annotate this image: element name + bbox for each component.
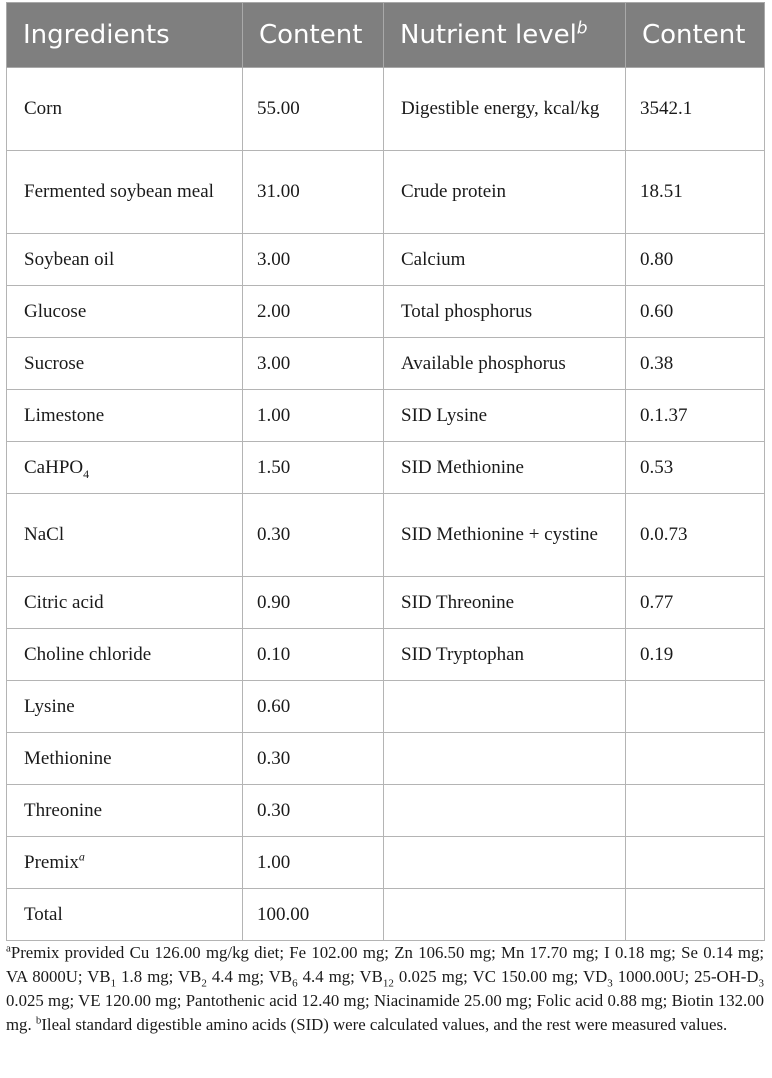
ingredient-cell xyxy=(7,733,243,785)
header-nutrient-sup: b xyxy=(576,18,588,39)
nutrient-value-cell xyxy=(626,837,765,889)
nutrient-value-cell: 0.38 xyxy=(626,338,765,390)
ingredient-subscript: 4 xyxy=(83,466,90,481)
table-row xyxy=(7,286,765,338)
nutrient-cell: Calcium xyxy=(384,234,626,286)
table-row xyxy=(7,390,765,442)
footnote-b-text: Ileal standard digestible amino acids (SID) were calculated values, and the rest were measured values. xyxy=(41,1015,728,1034)
ingredient-cell xyxy=(7,234,243,286)
table-row xyxy=(7,733,765,785)
ingredient-content-cell: 0.90 xyxy=(243,577,384,629)
ingredient-content-cell: 0.30 xyxy=(243,494,384,577)
ingredient-name: Citric acid xyxy=(24,591,104,613)
ingredient-content-cell: 0.10 xyxy=(243,629,384,681)
table-row xyxy=(7,629,765,681)
ingredient-name: Choline chloride xyxy=(24,643,152,665)
footnote-a-p4: 4.4 mg; VB xyxy=(206,967,293,986)
ingredient-cell xyxy=(7,68,243,151)
nutrient-cell: Total phosphorus xyxy=(384,286,626,338)
ingredient-cell xyxy=(7,889,243,941)
nutrient-value-cell: 0.1.37 xyxy=(626,390,765,442)
ingredient-cell xyxy=(7,390,243,442)
footnote-a-mark: a xyxy=(6,942,11,955)
nutrient-value-cell: 0.19 xyxy=(626,629,765,681)
ingredient-name: Sucrose xyxy=(24,352,85,374)
ingredient-content-cell: 3.00 xyxy=(243,338,384,390)
nutrient-value-cell: 18.51 xyxy=(626,151,765,234)
header-nutrient-level-label: Nutrient level xyxy=(400,20,577,50)
ingredient-content-cell: 0.60 xyxy=(243,681,384,733)
footnote-b-mark: b xyxy=(35,1014,42,1027)
ingredient-name: Lysine xyxy=(24,695,75,717)
nutrient-value-cell xyxy=(626,889,765,941)
ingredient-content-cell: 1.00 xyxy=(243,837,384,889)
ingredient-cell xyxy=(7,442,243,494)
nutrient-cell xyxy=(384,785,626,837)
ingredient-content-cell: 1.50 xyxy=(243,442,384,494)
footnote-a-p8: 0.025 mg; VC 150.00 mg; VD xyxy=(393,967,608,986)
nutrient-value-cell: 3542.1 xyxy=(626,68,765,151)
ingredient-name: CaHPO xyxy=(24,456,84,478)
ingredient-content-cell: 55.00 xyxy=(243,68,384,151)
nutrient-cell: SID Tryptophan xyxy=(384,629,626,681)
ingredient-name: Limestone xyxy=(24,404,105,426)
nutrient-value-cell: 0.60 xyxy=(626,286,765,338)
ingredient-cell xyxy=(7,151,243,234)
nutrient-cell: Digestible energy, kcal/kg xyxy=(384,68,626,151)
ingredient-name: Threonine xyxy=(24,799,103,821)
nutrient-cell xyxy=(384,889,626,941)
ingredient-cell xyxy=(7,286,243,338)
footnote-a-p11: 3 xyxy=(758,977,764,990)
ingredient-name: Total xyxy=(24,903,63,925)
nutrient-value-cell xyxy=(626,681,765,733)
nutrient-value-cell: 0.77 xyxy=(626,577,765,629)
ingredient-content-cell: 1.00 xyxy=(243,390,384,442)
nutrient-cell xyxy=(384,733,626,785)
footnote-a-p0: Premix provided Cu 126.00 mg/kg diet; Fe 102.00 mg; Zn 106.50 mg; Mn 17.70 mg; I 0.18 mg; Se 0.14 mg; VA 8000U; VB xyxy=(6,943,764,986)
table-row xyxy=(7,889,765,941)
nutrient-value-cell: 0.0.73 xyxy=(626,494,765,577)
ingredient-content-cell: 3.00 xyxy=(243,234,384,286)
ingredient-content-cell: 2.00 xyxy=(243,286,384,338)
diet-composition-table-container xyxy=(6,2,764,941)
nutrient-cell: SID Threonine xyxy=(384,577,626,629)
table-row xyxy=(7,68,765,151)
table-row xyxy=(7,577,765,629)
table-row xyxy=(7,338,765,390)
footnote-a-p7: 12 xyxy=(382,977,394,990)
nutrient-value-cell: 0.80 xyxy=(626,234,765,286)
nutrient-cell xyxy=(384,837,626,889)
ingredient-name: Glucose xyxy=(24,300,87,322)
ingredient-name: Corn xyxy=(24,98,62,119)
nutrient-cell: SID Methionine + cystine xyxy=(384,494,626,577)
footnote-a-p6: 4.4 mg; VB xyxy=(297,967,383,986)
footnote-a-p10: 1000.00U; 25-OH-D xyxy=(612,967,759,986)
footnote-a-p5: 6 xyxy=(292,977,298,990)
ingredient-superscript: a xyxy=(78,849,85,864)
ingredient-content-cell: 0.30 xyxy=(243,785,384,837)
ingredient-cell xyxy=(7,577,243,629)
ingredient-name: NaCl xyxy=(24,524,65,545)
table-row xyxy=(7,681,765,733)
header-ingredients: Ingredients xyxy=(7,3,243,68)
ingredient-cell xyxy=(7,629,243,681)
nutrient-cell: Available phosphorus xyxy=(384,338,626,390)
table-row xyxy=(7,151,765,234)
header-nutrient-level xyxy=(384,3,626,68)
nutrient-cell xyxy=(384,681,626,733)
ingredient-name: Methionine xyxy=(24,747,112,769)
ingredient-cell xyxy=(7,338,243,390)
ingredient-name: Soybean oil xyxy=(24,248,115,270)
ingredient-name: Premix xyxy=(24,851,79,873)
table-row xyxy=(7,234,765,286)
table-header-row xyxy=(7,3,765,68)
table-footnote xyxy=(6,941,764,1037)
ingredient-cell xyxy=(7,494,243,577)
nutrient-value-cell xyxy=(626,785,765,837)
footnote-a-p9: 3 xyxy=(607,977,613,990)
table-row xyxy=(7,442,765,494)
table-row xyxy=(7,785,765,837)
nutrient-cell: SID Methionine xyxy=(384,442,626,494)
table-row xyxy=(7,837,765,889)
nutrient-cell: SID Lysine xyxy=(384,390,626,442)
nutrient-value-cell: 0.53 xyxy=(626,442,765,494)
nutrient-value-cell xyxy=(626,733,765,785)
ingredient-name: Fermented soybean meal xyxy=(24,181,214,202)
diet-composition-table xyxy=(6,2,765,941)
footnote-a-p2: 1.8 mg; VB xyxy=(116,967,202,986)
ingredient-content-cell: 31.00 xyxy=(243,151,384,234)
ingredient-cell xyxy=(7,837,243,889)
ingredient-cell xyxy=(7,785,243,837)
header-content-2: Content xyxy=(626,3,765,68)
footnote-a-p1: 1 xyxy=(110,977,117,990)
table-row xyxy=(7,494,765,577)
footnote-a-p12: 0.025 mg; VE 120.00 mg; Pantothenic acid 12.40 mg; Niacinamide 25.00 mg; Folic acid 0.88 mg; Biotin 132.00 mg. xyxy=(6,991,764,1034)
ingredient-content-cell: 100.00 xyxy=(243,889,384,941)
footnote-a-p3: 2 xyxy=(201,977,207,990)
ingredient-content-cell: 0.30 xyxy=(243,733,384,785)
header-content: Content xyxy=(243,3,384,68)
ingredient-cell xyxy=(7,681,243,733)
nutrient-cell: Crude protein xyxy=(384,151,626,234)
